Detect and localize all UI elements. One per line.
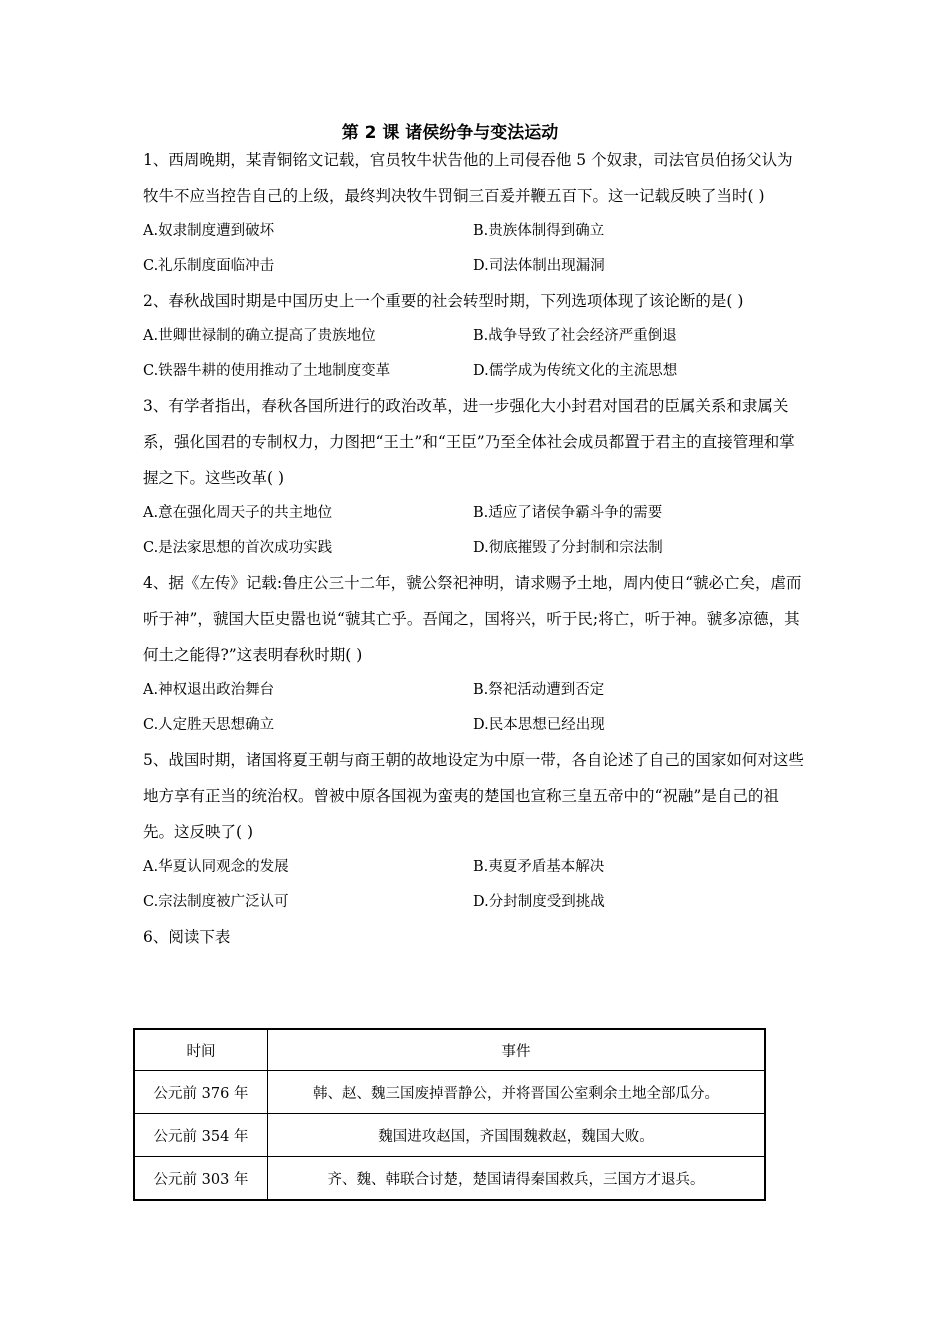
options-group <box>143 496 808 565</box>
page-title: 第 2 课 诸侯纷争与变法运动 <box>341 123 559 143</box>
option-a: A.神权退出政治舞台 <box>143 682 275 698</box>
cell-time: 公元前 376 年 <box>134 1071 268 1114</box>
question-5 <box>143 742 808 919</box>
question-text: 5、战国时期，诸国将夏王朝与商王朝的故地设定为中原一带，各自论述了自己的国家如何对这些地方享有正当的统治权。曾被中原各国视为蛮夷的楚国也宣称三皇五帝中的“祝融”是自己的祖先。这反映了( ) <box>143 751 804 841</box>
option-b: B.夷夏矛盾基本解决 <box>473 859 605 875</box>
cell-event: 魏国进攻赵国，齐国围魏救赵，魏国大败。 <box>268 1114 766 1157</box>
option-b: B.贵族体制得到确立 <box>473 223 605 239</box>
table-row <box>134 1157 765 1201</box>
question-text: 6、阅读下表 <box>143 928 231 946</box>
option-b: B.祭祀活动遭到否定 <box>473 682 605 698</box>
option-b: B.战争导致了社会经济严重倒退 <box>473 328 677 344</box>
header-time: 时间 <box>134 1029 268 1071</box>
option-a: A.意在强化周天子的共主地位 <box>143 505 333 521</box>
question-text: 1、西周晚期，某青铜铭文记载，官员牧牛状告他的上司侵吞他 5 个奴隶，司法官员伯扬父认为牧牛不应当控告自己的上级，最终判决牧牛罚铜三百爰并鞭五百下。这一记载反映了当时( ) <box>143 151 793 205</box>
question-4 <box>143 565 808 742</box>
questions-container <box>143 142 808 955</box>
option-c: C.人定胜天思想确立 <box>143 716 275 733</box>
option-c: C.礼乐制度面临冲击 <box>143 257 275 274</box>
options-group <box>143 214 808 283</box>
question-text: 3、有学者指出，春秋各国所进行的政治改革，进一步强化大小封君对国君的臣属关系和隶属关系，强化国君的专制权力，力图把“王土”和“王臣”乃至全体社会成员都置于君主的直接管理和掌握之下。这些改革( ) <box>143 397 795 487</box>
question-6 <box>143 919 808 955</box>
table-row <box>134 1114 765 1157</box>
cell-event: 韩、赵、魏三国废掉晋静公，并将晋国公室剩余土地全部瓜分。 <box>268 1071 766 1114</box>
option-b: B.适应了诸侯争霸斗争的需要 <box>473 505 663 521</box>
cell-event: 齐、魏、韩联合讨楚，楚国请得秦国救兵，三国方才退兵。 <box>268 1157 766 1201</box>
table-row <box>134 1071 765 1114</box>
options-group <box>143 673 808 742</box>
header-event: 事件 <box>268 1029 766 1071</box>
option-d: D.彻底摧毁了分封制和宗法制 <box>473 539 663 556</box>
question-text: 4、据《左传》记载:鲁庄公三十二年，虢公祭祀神明，请求赐予土地，周内使日“虢必亡矣，虐而听于神”，虢国大臣史嚣也说“虢其亡乎。吾闻之，国将兴，听于民;将亡，听于神。虢多凉德，其何土之能得?”这表明春秋时期( ) <box>143 574 802 664</box>
options-group <box>143 319 808 388</box>
option-c: C.是法家思想的首次成功实践 <box>143 539 333 556</box>
question-3 <box>143 388 808 565</box>
cell-time: 公元前 303 年 <box>134 1157 268 1201</box>
table-header-row <box>134 1029 765 1071</box>
cell-time: 公元前 354 年 <box>134 1114 268 1157</box>
option-a: A.世卿世禄制的确立提高了贵族地位 <box>143 328 376 344</box>
option-d: D.儒学成为传统文化的主流思想 <box>473 362 678 379</box>
option-a: A.奴隶制度遭到破坏 <box>143 223 275 239</box>
option-c: C.铁器牛耕的使用推动了土地制度变革 <box>143 362 391 379</box>
option-a: A.华夏认同观念的发展 <box>143 859 289 875</box>
option-d: D.分封制度受到挑战 <box>473 893 605 910</box>
option-c: C.宗法制度被广泛认可 <box>143 893 289 910</box>
question-text: 2、春秋战国时期是中国历史上一个重要的社会转型时期，下列选项体现了该论断的是( ) <box>143 292 744 310</box>
question-2 <box>143 283 808 388</box>
options-group <box>143 850 808 919</box>
question-1 <box>143 142 808 283</box>
option-d: D.司法体制出现漏洞 <box>473 257 605 274</box>
option-d: D.民本思想已经出现 <box>473 716 605 733</box>
events-table <box>133 1028 766 1201</box>
